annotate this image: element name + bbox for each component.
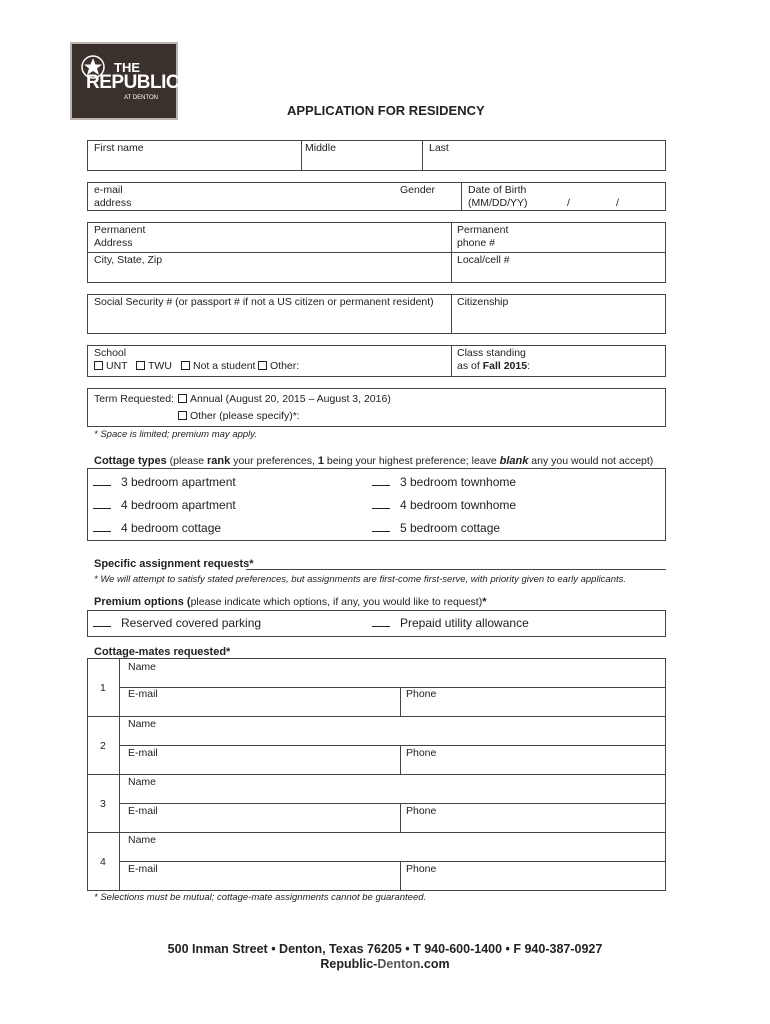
cottage-option[interactable]: 4 bedroom cottage bbox=[93, 521, 221, 535]
mate-name-field[interactable]: Name bbox=[128, 661, 157, 673]
checkbox-icon bbox=[136, 361, 145, 370]
citizenship-field[interactable]: Citizenship bbox=[457, 296, 509, 308]
mate-email-field[interactable]: E-mail bbox=[128, 805, 158, 817]
page-title: APPLICATION FOR RESIDENCY bbox=[287, 103, 485, 118]
school-option-other[interactable]: Other: bbox=[258, 360, 299, 373]
dob-slash: / bbox=[567, 197, 570, 209]
premium-options-heading: Premium options (please indicate which options, if any, you would like to request)* bbox=[94, 596, 487, 608]
divider bbox=[119, 745, 666, 746]
school-label: School bbox=[94, 347, 127, 359]
republic-logo bbox=[70, 42, 178, 120]
middle-name-field[interactable]: Middle bbox=[305, 142, 336, 154]
email-label-1[interactable]: e-mail bbox=[94, 184, 123, 196]
checkbox-icon bbox=[94, 361, 103, 370]
divider bbox=[461, 182, 462, 211]
gender-field[interactable]: Gender bbox=[400, 184, 436, 196]
divider bbox=[119, 861, 666, 862]
mate-name-field[interactable]: Name bbox=[128, 776, 157, 788]
mate-phone-field[interactable]: Phone bbox=[406, 747, 437, 759]
city-state-zip-field[interactable]: City, State, Zip bbox=[94, 254, 163, 266]
premium-option-parking[interactable]: Reserved covered parking bbox=[93, 616, 261, 630]
footer-address: 500 Inman Street • Denton, Texas 76205 • T 940-600-1400 • F 940-387-0927 bbox=[167, 942, 603, 956]
specific-requests-line[interactable] bbox=[246, 569, 666, 570]
divider bbox=[451, 345, 452, 377]
permanent-address-label-1[interactable]: Permanent bbox=[94, 224, 146, 236]
mate-number: 1 bbox=[100, 682, 106, 694]
divider bbox=[87, 252, 666, 253]
mate-phone-field[interactable]: Phone bbox=[406, 863, 437, 875]
first-name-field[interactable]: First name bbox=[94, 142, 144, 154]
school-row bbox=[87, 345, 666, 377]
logo-the: THE bbox=[114, 60, 140, 75]
checkbox-icon bbox=[178, 411, 187, 420]
divider bbox=[301, 140, 302, 171]
permanent-phone-label-2: phone # bbox=[457, 237, 495, 249]
mate-email-field[interactable]: E-mail bbox=[128, 747, 158, 759]
divider bbox=[400, 745, 401, 774]
school-option-unt[interactable]: UNT bbox=[94, 360, 128, 373]
last-name-field[interactable]: Last bbox=[429, 142, 449, 154]
school-option-twu[interactable]: TWU bbox=[136, 360, 172, 373]
mate-number: 2 bbox=[100, 740, 106, 752]
logo-at-denton: AT DENTON bbox=[124, 95, 159, 101]
term-option-annual[interactable]: Annual (August 20, 2015 – August 3, 2016) bbox=[178, 393, 391, 406]
divider bbox=[119, 803, 666, 804]
school-option-not-student[interactable]: Not a student bbox=[181, 360, 255, 373]
ssn-field[interactable]: Social Security # (or passport # if not a US citizen or permanent resident) bbox=[94, 296, 434, 308]
divider bbox=[422, 140, 423, 171]
mate-phone-field[interactable]: Phone bbox=[406, 805, 437, 817]
dob-slash: / bbox=[616, 197, 619, 209]
mate-name-field[interactable]: Name bbox=[128, 718, 157, 730]
permanent-address-label-2: Address bbox=[94, 237, 133, 249]
name-row bbox=[87, 140, 666, 171]
premium-option-utility[interactable]: Prepaid utility allowance bbox=[372, 616, 529, 630]
divider bbox=[119, 687, 666, 688]
mate-number: 4 bbox=[100, 856, 106, 868]
checkbox-icon bbox=[178, 394, 187, 403]
permanent-phone-label-1[interactable]: Permanent bbox=[457, 224, 509, 236]
divider bbox=[400, 687, 401, 716]
class-standing-label-1[interactable]: Class standing bbox=[457, 347, 526, 359]
term-option-other[interactable]: Other (please specify)*: bbox=[178, 410, 300, 423]
checkbox-icon bbox=[258, 361, 267, 370]
checkbox-icon bbox=[181, 361, 190, 370]
dob-label-1[interactable]: Date of Birth bbox=[468, 184, 527, 196]
divider bbox=[451, 222, 452, 283]
mate-number: 3 bbox=[100, 798, 106, 810]
divider bbox=[87, 832, 666, 833]
cottage-mates-heading: Cottage-mates requested* bbox=[94, 646, 231, 658]
cottage-mates-note: * Selections must be mutual; cottage-mate assignments cannot be guaranteed. bbox=[94, 892, 427, 903]
specific-requests-note: * We will attempt to satisfy stated preferences, but assignments are first-come first-serve, with priority given to early applicants. bbox=[94, 574, 627, 585]
cottage-option[interactable]: 3 bedroom apartment bbox=[93, 475, 236, 489]
class-standing-label-2: as of Fall 2015: bbox=[457, 360, 530, 372]
mate-name-field[interactable]: Name bbox=[128, 834, 157, 846]
divider bbox=[400, 861, 401, 891]
cottage-option[interactable]: 4 bedroom townhome bbox=[372, 498, 516, 512]
term-label: Term Requested: bbox=[94, 393, 174, 405]
local-cell-field[interactable]: Local/cell # bbox=[457, 254, 510, 266]
divider bbox=[400, 803, 401, 832]
mate-phone-field[interactable]: Phone bbox=[406, 688, 437, 700]
cottage-option[interactable]: 4 bedroom apartment bbox=[93, 498, 236, 512]
mate-email-field[interactable]: E-mail bbox=[128, 688, 158, 700]
specific-requests-label: Specific assignment requests* bbox=[94, 558, 254, 570]
logo-republic: REPUBLIC bbox=[86, 72, 180, 93]
cottage-option[interactable]: 3 bedroom townhome bbox=[372, 475, 516, 489]
divider bbox=[87, 774, 666, 775]
divider bbox=[451, 294, 452, 334]
mate-email-field[interactable]: E-mail bbox=[128, 863, 158, 875]
dob-label-2: (MM/DD/YY) bbox=[468, 197, 528, 209]
divider bbox=[87, 716, 666, 717]
term-note: * Space is limited; premium may apply. bbox=[94, 429, 257, 440]
cottage-types-heading: Cottage types (please rank your preferences, 1 being your highest preference; leave blank any you would not accept) bbox=[94, 455, 654, 467]
email-row bbox=[87, 182, 666, 211]
cottage-option[interactable]: 5 bedroom cottage bbox=[372, 521, 500, 535]
email-label-2: address bbox=[94, 197, 132, 209]
footer-website[interactable]: Republic-Denton.com bbox=[320, 957, 450, 971]
